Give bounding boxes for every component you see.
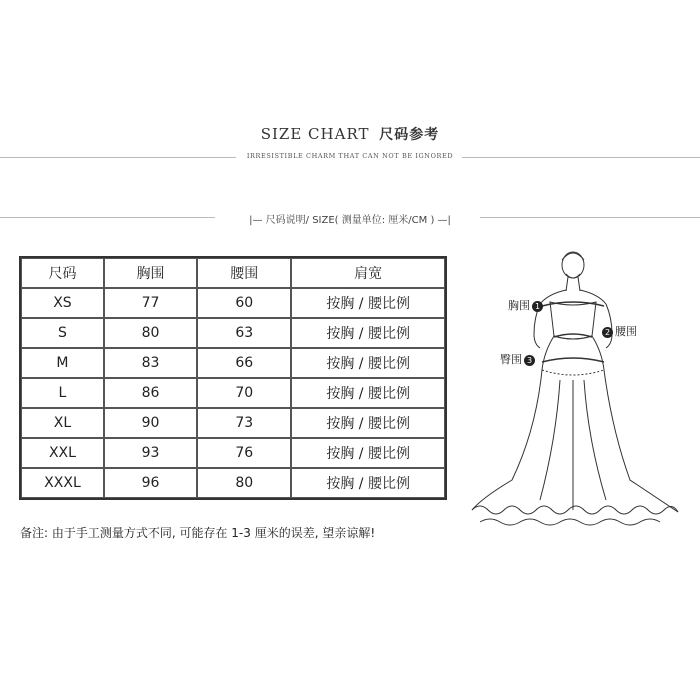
table-cell: L [21, 378, 104, 408]
callout-waist-number: 2 [602, 327, 613, 338]
table-row [21, 408, 445, 438]
table-cell: 按胸 / 腰比例 [291, 318, 445, 348]
table-cell: 70 [197, 378, 291, 408]
table-header-cell: 腰围 [197, 258, 291, 288]
table-cell: 76 [197, 438, 291, 468]
page-title [0, 124, 700, 144]
callout-bust [508, 297, 545, 313]
callout-waist-label: 腰围 [615, 325, 637, 338]
table-cell: 66 [197, 348, 291, 378]
callout-hip [500, 351, 537, 367]
note-text: 备注: 由于手工测量方式不同, 可能存在 1-3 厘米的误差, 望亲谅解! [20, 526, 376, 540]
dress-figure-illustration [470, 240, 685, 540]
table-cell: 按胸 / 腰比例 [291, 438, 445, 468]
table-header-cell: 肩宽 [291, 258, 445, 288]
table-cell: M [21, 348, 104, 378]
table-header-row [21, 258, 445, 288]
table-cell: 60 [197, 288, 291, 318]
section-label: |— 尺码说明/ SIZE( 测量单位: 厘米/CM ) —| [249, 215, 451, 226]
callout-hip-label: 臀围 [500, 353, 522, 366]
table-row [21, 468, 445, 498]
size-table [19, 256, 447, 500]
title-chinese: 尺码参考 [379, 127, 440, 143]
table-cell: 按胸 / 腰比例 [291, 468, 445, 498]
table-row [21, 348, 445, 378]
table-cell: 按胸 / 腰比例 [291, 408, 445, 438]
table-row [21, 318, 445, 348]
callout-waist [600, 323, 637, 339]
table-header-cell: 尺码 [21, 258, 104, 288]
table-cell: XS [21, 288, 104, 318]
table-header-cell: 胸围 [104, 258, 197, 288]
table-cell: 90 [104, 408, 197, 438]
table-cell: XXXL [21, 468, 104, 498]
tagline: IRRESISTIBLE CHARM THAT CAN NOT BE IGNORED [246, 152, 454, 160]
table-cell: 按胸 / 腰比例 [291, 378, 445, 408]
table-cell: S [21, 318, 104, 348]
table-cell: XXL [21, 438, 104, 468]
table-cell: 63 [197, 318, 291, 348]
table-cell: 80 [104, 318, 197, 348]
dress-sketch [470, 240, 685, 540]
table-cell: 按胸 / 腰比例 [291, 288, 445, 318]
table-row [21, 378, 445, 408]
table-cell: 80 [197, 468, 291, 498]
title-english: SIZE CHART [260, 125, 370, 143]
table-cell: 按胸 / 腰比例 [291, 348, 445, 378]
table-cell: 73 [197, 408, 291, 438]
table-cell: XL [21, 408, 104, 438]
table-cell: 93 [104, 438, 197, 468]
table-cell: 86 [104, 378, 197, 408]
table-row [21, 288, 445, 318]
callout-hip-number: 3 [524, 355, 535, 366]
callout-bust-number: 1 [532, 301, 543, 312]
table-cell: 77 [104, 288, 197, 318]
table-cell: 96 [104, 468, 197, 498]
callout-bust-label: 胸围 [508, 299, 530, 312]
table-row [21, 438, 445, 468]
table-cell: 83 [104, 348, 197, 378]
